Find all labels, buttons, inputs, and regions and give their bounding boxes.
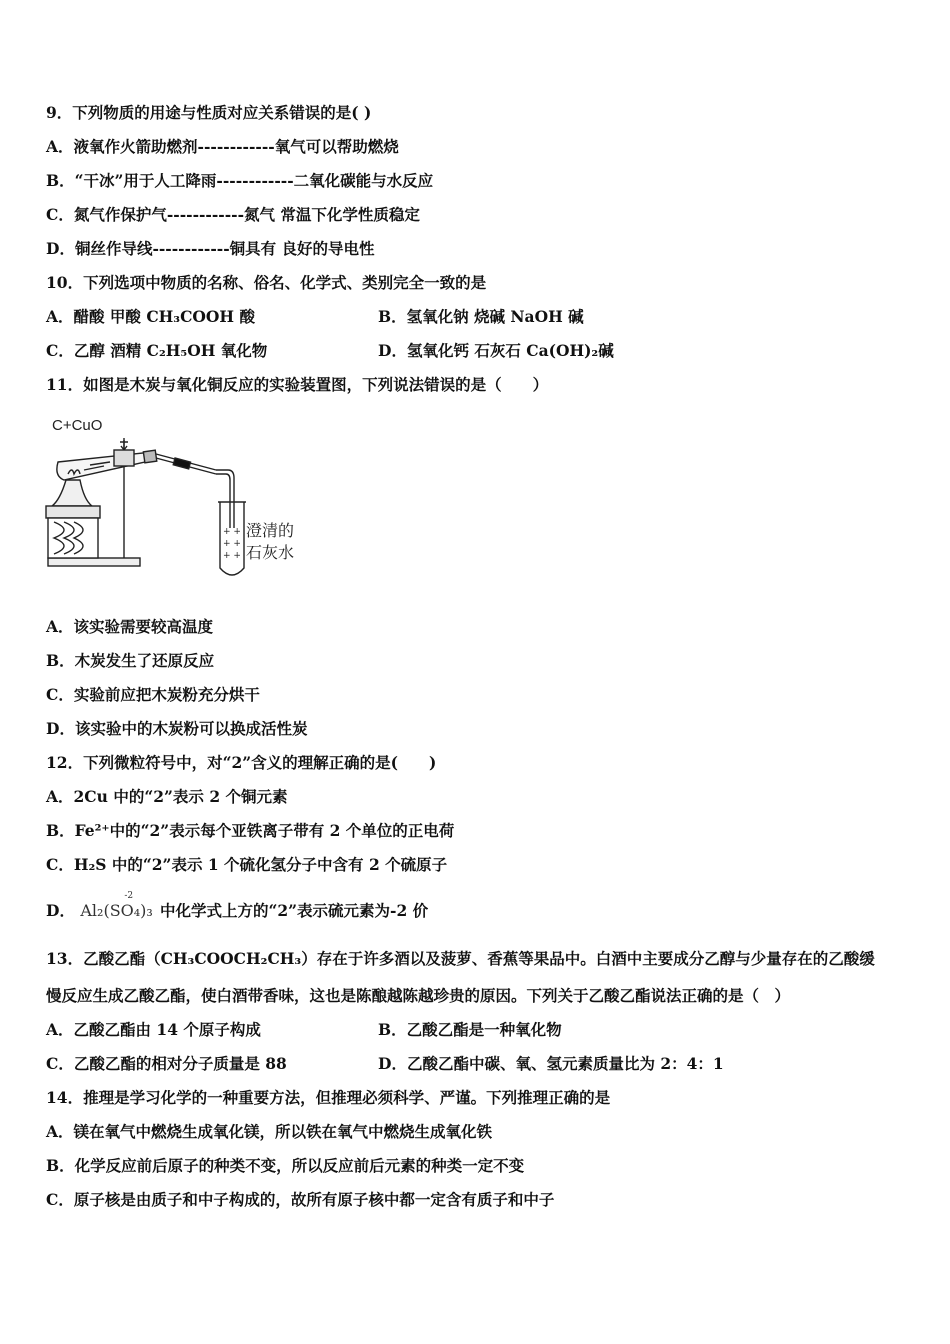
q10-option-b: B．氢氧化钠 烧碱 NaOH 碱 bbox=[378, 307, 584, 326]
q11-option-a: A．该实验需要较高温度 bbox=[46, 617, 214, 636]
q13-stem-line-2: 慢反应生成乙酸乙酯，使白酒带香味，这也是陈酿越陈越珍贵的原因。下列关于乙酸乙酯说法正确的是（ ） bbox=[46, 986, 791, 1005]
test-tube-icon bbox=[57, 450, 157, 480]
q12-option-d-text: 中化学式上方的“2”表示硫元素为-2 价 bbox=[159, 901, 429, 920]
q13-stem-line-1: 13．乙酸乙酯（CH₃COOCH₂CH₃）存在于许多酒以及菠萝、香蕉等果品中。白酒中主要成分乙醇与少量存在的乙酸缓 bbox=[46, 949, 875, 968]
q12-option-c: C．H₂S 中的“2”表示 1 个硫化氢分子中含有 2 个硫原子 bbox=[46, 855, 448, 874]
formula-text: Al₂(SO₄)₃ bbox=[80, 901, 153, 920]
q9-option-c: C．氮气作保护气------------氮气 常温下化学性质稳定 bbox=[46, 205, 420, 224]
q10-stem: 10．下列选项中物质的名称、俗名、化学式、类别完全一致的是 bbox=[46, 273, 487, 292]
svg-text:+ +: + + bbox=[223, 539, 241, 549]
q12-option-b: B．Fe²⁺中的“2”表示每个亚铁离子带有 2 个单位的正电荷 bbox=[46, 821, 455, 840]
sulfur-valence-label: -2 bbox=[124, 891, 134, 901]
q12-option-a: A．2Cu 中的“2”表示 2 个铜元素 bbox=[46, 787, 288, 806]
q12-option-d-prefix: D． bbox=[46, 901, 75, 920]
figure-label-reactants: C+CuO bbox=[52, 417, 103, 434]
aluminium-sulfate-formula bbox=[80, 891, 158, 920]
q9-stem: 9．下列物质的用途与性质对应关系错误的是( ) bbox=[46, 103, 372, 122]
q14-stem: 14．推理是学习化学的一种重要方法，但推理必须科学、严谨。下列推理正确的是 bbox=[46, 1088, 611, 1107]
figure-label-limewater-1: 澄清的 bbox=[246, 523, 295, 540]
q12-stem: 12．下列微粒符号中，对“2”含义的理解正确的是( ) bbox=[46, 753, 437, 772]
q11-option-d: D．该实验中的木炭粉可以换成活性炭 bbox=[46, 719, 308, 738]
alcohol-lamp-icon bbox=[46, 470, 100, 558]
q14-option-c: C．原子核是由质子和中子构成的，故所有原子核中都一定含有质子和中子 bbox=[46, 1190, 555, 1209]
q13-option-b: B．乙酸乙酯是一种氧化物 bbox=[378, 1020, 562, 1039]
limewater-tube-icon bbox=[218, 502, 246, 575]
q13-option-a: A．乙酸乙酯由 14 个原子构成 bbox=[46, 1020, 261, 1039]
q11-option-b: B．木炭发生了还原反应 bbox=[46, 651, 215, 670]
delivery-tube-icon bbox=[156, 454, 234, 528]
q11-option-c: C．实验前应把木炭粉充分烘干 bbox=[46, 685, 260, 704]
q10-option-a: A．醋酸 甲酸 CH₃COOH 酸 bbox=[46, 307, 255, 326]
svg-text:+ +: + + bbox=[223, 527, 241, 537]
q9-option-b: B．“干冰”用于人工降雨------------二氧化碳能与水反应 bbox=[46, 171, 434, 190]
q13-option-c: C．乙酸乙酯的相对分子质量是 88 bbox=[46, 1054, 287, 1073]
q10-option-d: D．氢氧化钙 石灰石 Ca(OH)₂碱 bbox=[378, 341, 614, 360]
apparatus-figure bbox=[44, 410, 314, 580]
q10-option-c: C．乙醇 酒精 C₂H₅OH 氧化物 bbox=[46, 341, 268, 360]
q14-option-a: A．镁在氧气中燃烧生成氧化镁，所以铁在氧气中燃烧生成氧化铁 bbox=[46, 1122, 493, 1141]
q12-option-d bbox=[46, 891, 429, 922]
q9-option-d: D．铜丝作导线------------铜具有 良好的导电性 bbox=[46, 239, 375, 258]
q13-option-d: D．乙酸乙酯中碳、氧、氢元素质量比为 2：4：1 bbox=[378, 1054, 724, 1073]
svg-text:+ +: + + bbox=[223, 551, 241, 561]
figure-label-limewater-2: 石灰水 bbox=[246, 545, 295, 562]
q14-option-b: B．化学反应前后原子的种类不变，所以反应前后元素的种类一定不变 bbox=[46, 1156, 525, 1175]
q9-option-a: A．液氧作火箭助燃剂------------氧气可以帮助燃烧 bbox=[46, 137, 399, 156]
q11-stem: 11．如图是木炭与氧化铜反应的实验装置图，下列说法错误的是（ ） bbox=[46, 375, 549, 394]
